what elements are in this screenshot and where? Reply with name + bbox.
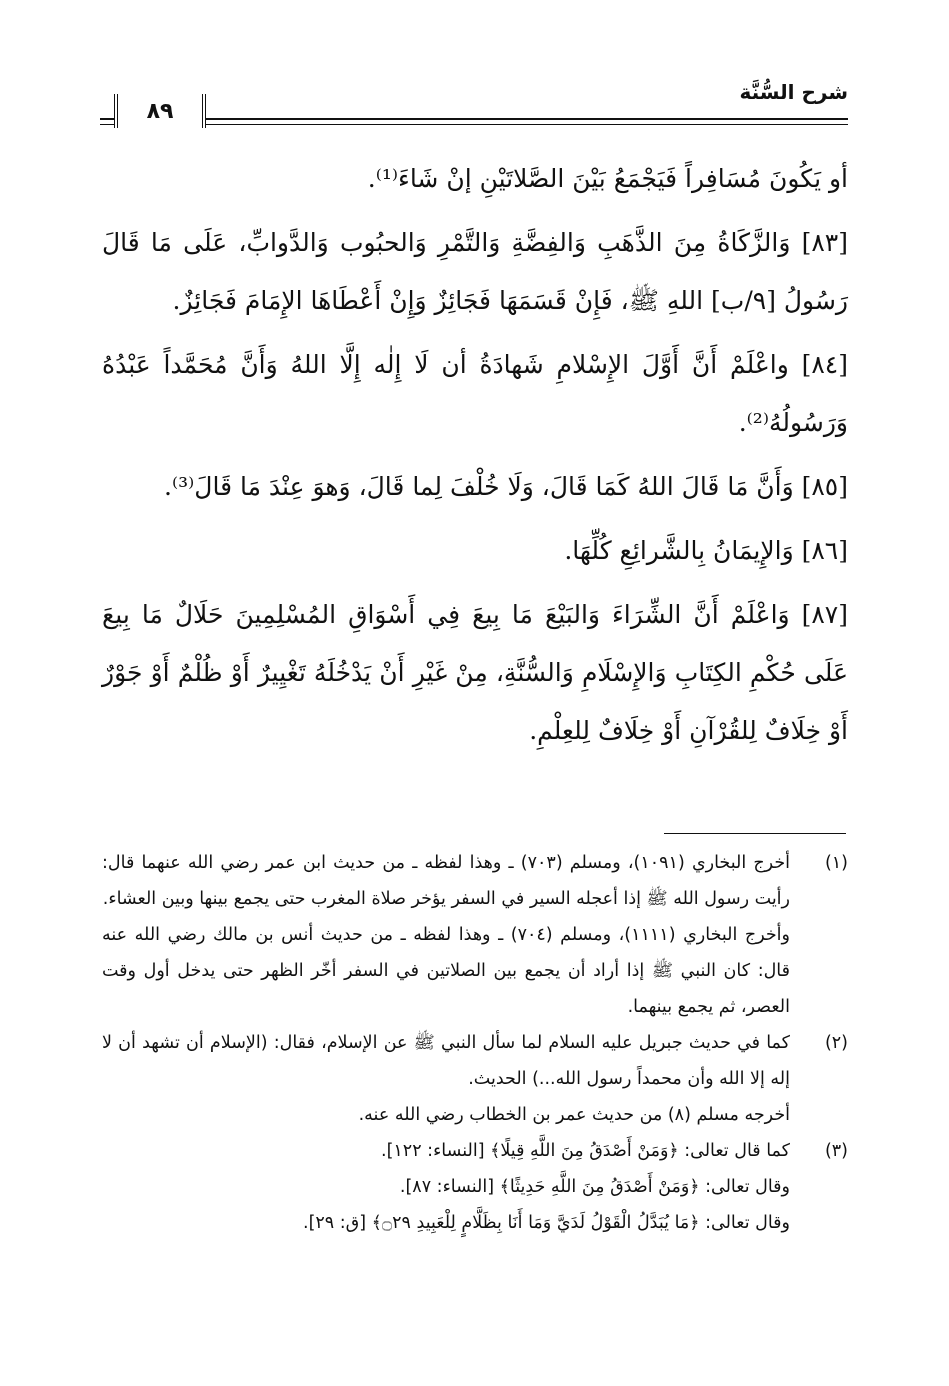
- book-title: شرح السُّنَّة: [739, 80, 848, 104]
- footnote-number: (٣): [824, 1141, 848, 1161]
- footnote: [102, 1133, 848, 1241]
- main-text: [102, 150, 848, 766]
- footnote-body: [102, 1133, 790, 1241]
- header-rule-thin: [100, 124, 848, 125]
- footnote-text: وأخرج البخاري (١١١١)، ومسلم (٧٠٤) ـ وهذا لفظه ـ من حديث أنس بن مالك رضي الله عنه قال: كان النبي ﷺ إذا أراد أن يجمع بين الصلاتين في السفر أخّر الظهر حتى يدخل أول وقت العصر، ثم يجمع بينهما.: [102, 925, 790, 1017]
- main-paragraph: أو يَكُونَ مُسَافِراً فَيَجْمَعُ بَيْنَ الصَّلاتَيْنِ إنْ شَاءَ⁽¹⁾.: [367, 164, 848, 193]
- footnote-number: (٢): [824, 1033, 848, 1053]
- main-paragraph: [٨٧] وَاعْلَمْ أَنَّ الشِّرَاءَ وَالبَيْعَ مَا بِيعَ فِي أَسْوَاقِ المُسْلِمِينَ حَلَالٌ مَا بِيعَ عَلَى حُكْمِ الكِتَابِ وَالإِسْلَامِ وَالسُّنَّةِ، مِنْ غَيْرِ أَنْ يَدْخُلَهُ تَغْيِيرٌ أَوْ ظُلْمٌ أَوْ جَوْرٌ أَوْ خِلَافٌ لِلقُرْآنِ أَوْ خِلَافٌ لِلعِلْمِ.: [102, 600, 848, 745]
- page-header: [100, 78, 848, 134]
- footnote-number: (١): [824, 853, 848, 873]
- footnote: [102, 1025, 848, 1133]
- footnote-text: وقال تعالى: ﴿مَا يُبَدَّلُ الْقَوْلُ لَدَيَّ وَمَا أَنَا بِظَلَّامٍ لِلْعَبِيدِ ۝٢٩﴾ [ق: ٢٩].: [303, 1213, 790, 1233]
- main-paragraph: [٨٤] واعْلَمْ أَنَّ أَوَّلَ الإِسْلامِ شَهادَةُ أن لَا إِلٰه إِلَّا اللهُ وَأَنَّ مُحَمَّداً عَبْدُهُ وَرَسُولُهُ⁽²⁾.: [102, 350, 848, 437]
- footnote-text: أخرج البخاري (١٠٩١)، ومسلم (٧٠٣) ـ وهذا لفظه ـ من حديث ابن عمر رضي الله عنهما قال: رأيت رسول الله ﷺ إذا أعجله السير في السفر يؤخر صلاة المغرب حتى يجمع بينها وبين العشاء.: [102, 853, 791, 909]
- footnote-body: [102, 845, 790, 1025]
- page-number: ٨٩: [114, 94, 206, 128]
- main-paragraph: [٨٦] وَالإِيمَانُ بِالشَّرائِعِ كُلِّهَا.: [564, 536, 848, 565]
- footnotes: [102, 845, 848, 1241]
- footnote-text: كما قال تعالى: ﴿وَمَنْ أَصْدَقُ مِنَ اللَّهِ قِيلًا﴾ [النساء: ١٢٢].: [381, 1141, 790, 1161]
- header-rule: [100, 118, 848, 120]
- main-paragraph: [٨٥] وَأَنَّ مَا قَالَ اللهُ كَمَا قَالَ، وَلَا خُلْفَ لِما قَالَ، وَهوَ عِنْدَ مَا قَالَ⁽³⁾.: [164, 472, 848, 501]
- footnote-text: أخرجه مسلم (٨) من حديث عمر بن الخطاب رضي الله عنه.: [358, 1105, 790, 1125]
- footnote-body: [102, 1025, 790, 1133]
- footnote-text: وقال تعالى: ﴿وَمَنْ أَصْدَقُ مِنَ اللَّهِ حَدِيثًا﴾ [النساء: ٨٧].: [399, 1177, 790, 1197]
- footnote: [102, 845, 848, 1025]
- main-paragraph: [٨٣] وَالزَّكَاةُ مِنَ الذَّهَبِ وَالفِضَّةِ وَالتَّمْرِ وَالحبُوب وَالدَّوابِّ، عَلَى مَا قَالَ رَسُولُ [٩/ب] اللهِ ﷺ، فَإِنْ قَسَمَهَا فَجَائِزٌ وَإِنْ أَعْطَاهَا الإِمَامَ فَجَائِزٌ.: [102, 228, 848, 315]
- footnote-separator: [664, 833, 846, 834]
- footnote-text: كما في حديث جبريل عليه السلام لما سأل النبي ﷺ عن الإسلام، فقال: (الإسلام أن تشهد أن لا إله إلا الله وأن محمداً رسول الله...) الحديث.: [102, 1033, 790, 1089]
